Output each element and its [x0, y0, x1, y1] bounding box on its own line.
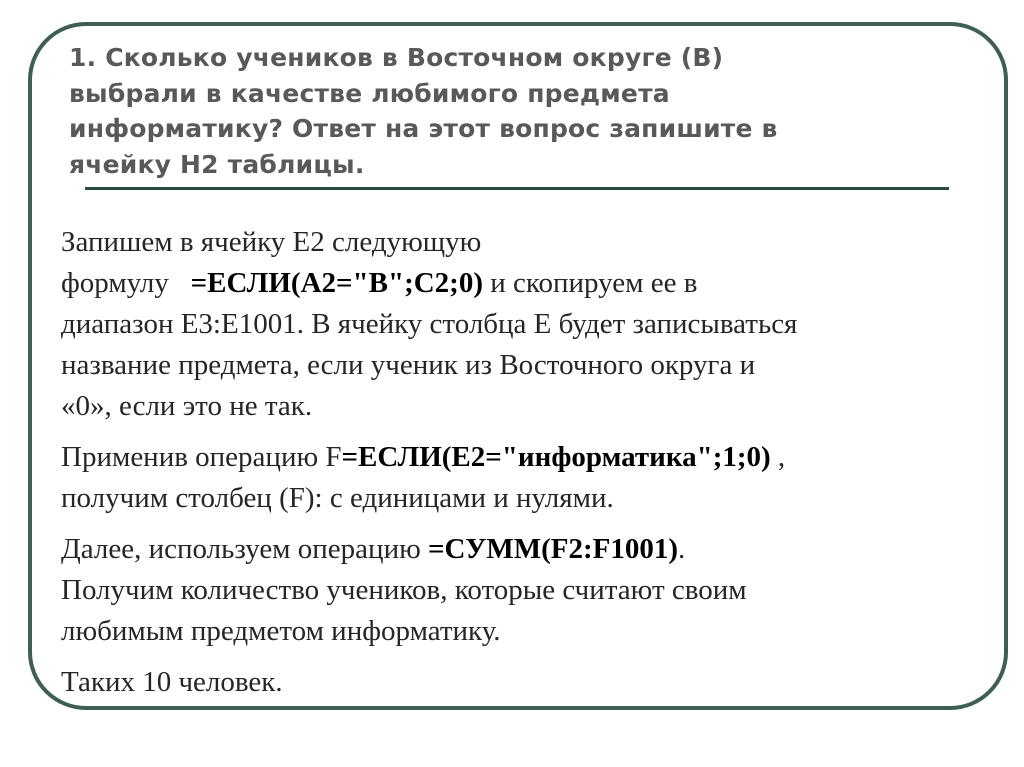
p1-line-2-prefix: формулу — [61, 267, 191, 299]
p3-suffix: . — [678, 533, 686, 565]
title-divider — [85, 187, 949, 190]
p1-line-5: «0», если это не так. — [61, 390, 313, 422]
paragraph-formula-e — [61, 222, 971, 427]
p2-suffix: , — [770, 441, 786, 473]
question-title — [69, 40, 969, 182]
formula-esli-a2: =ЕСЛИ(А2="В";С2;0) — [190, 267, 483, 299]
question-line-4: ячейку Н2 таблицы. — [69, 149, 365, 179]
p3-prefix: Далее, используем операцию — [61, 533, 429, 565]
formula-summ: =СУММ(F2:F1001) — [428, 533, 679, 565]
p4-text: Таких 10 человек. — [61, 666, 283, 698]
p3-line-3: любимым предметом информатику. — [61, 615, 501, 647]
answer-body — [61, 222, 971, 713]
question-line-1: 1. Сколько учеников в Восточном округе (В) — [69, 43, 724, 72]
question-line-2: выбрали в качестве любимого предмета — [69, 78, 670, 108]
paragraph-result — [61, 662, 971, 703]
question-line-3: информатику? Ответ на этот вопрос запишите в — [69, 114, 778, 143]
p1-line-3: диапазон Е3:Е1001. В ячейку столбца Е будет записываться — [61, 308, 798, 340]
p3-line-2: Получим количество учеников, которые считают своим — [61, 574, 747, 606]
p2-line-2: получим столбец (F): с единицами и нулями. — [61, 482, 614, 514]
p2-prefix: Применив операцию F — [61, 441, 342, 473]
formula-esli-e2: =ЕСЛИ(Е2="информатика";1;0) — [341, 441, 771, 473]
paragraph-sum — [61, 529, 971, 652]
paragraph-formula-f — [61, 437, 971, 519]
p1-line-1: Запишем в ячейку Е2 следующую — [61, 226, 482, 258]
p1-line-4: название предмета, если ученик из Восточного округа и — [61, 349, 756, 381]
p1-line-2-suffix: и скопируем ее в — [483, 267, 698, 299]
